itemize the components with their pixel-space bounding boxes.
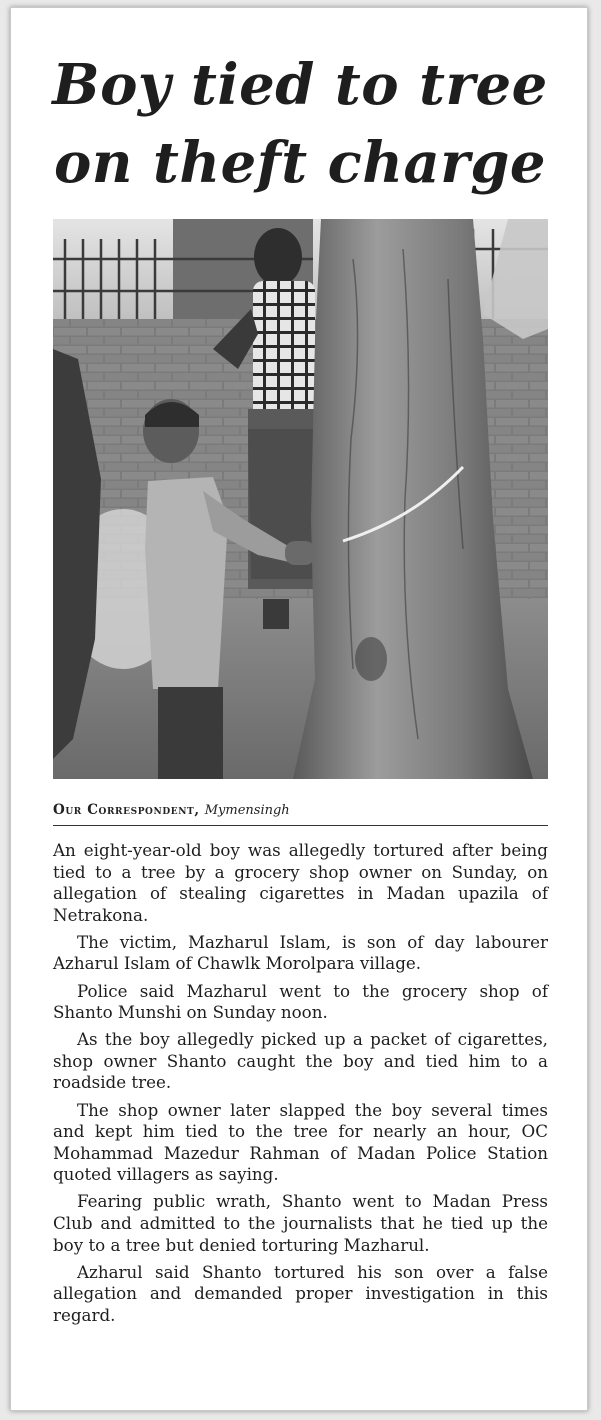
paragraph: Police said Mazharul went to the grocery shop of Shanto Munshi on Sunday noon. [53,980,548,1023]
headline-line-2: on theft charge [53,130,547,196]
byline [53,799,548,818]
newspaper-clipping [10,7,588,1411]
headline [11,46,589,202]
byline-correspondent: Our Correspondent, [53,802,200,818]
paragraph: As the boy allegedly picked up a packet of cigarettes, shop owner Shanto caught the boy and tied him to a roadside tree. [53,1029,548,1093]
paragraph: Fearing public wrath, Shanto went to Madan Press Club and admitted to the journalists that he tied up the boy to a tree but denied torturing Mazharul. [53,1191,548,1255]
byline-divider [53,825,548,826]
news-photo [53,219,548,779]
paragraph: The victim, Mazharul Islam, is son of day labourer Azharul Islam of Chawlk Morolpara village. [53,931,548,974]
headline-line-1: Boy tied to tree [52,52,548,118]
paragraph: The shop owner later slapped the boy several times and kept him tied to the tree for nearly an hour, OC Mohammad Mazedur Rahman of Madan Police Station quoted villagers as saying. [53,1099,548,1185]
article-body [53,840,548,1332]
paragraph: Azharul said Shanto tortured his son over a false allegation and demanded proper investigation in this regard. [53,1261,548,1325]
paragraph: An eight-year-old boy was allegedly tortured after being tied to a tree by a grocery shop owner on Sunday, on allegation of stealing cigarettes in Madan upazila of Netrakona. [53,840,548,925]
byline-location: Mymensingh [204,803,290,818]
